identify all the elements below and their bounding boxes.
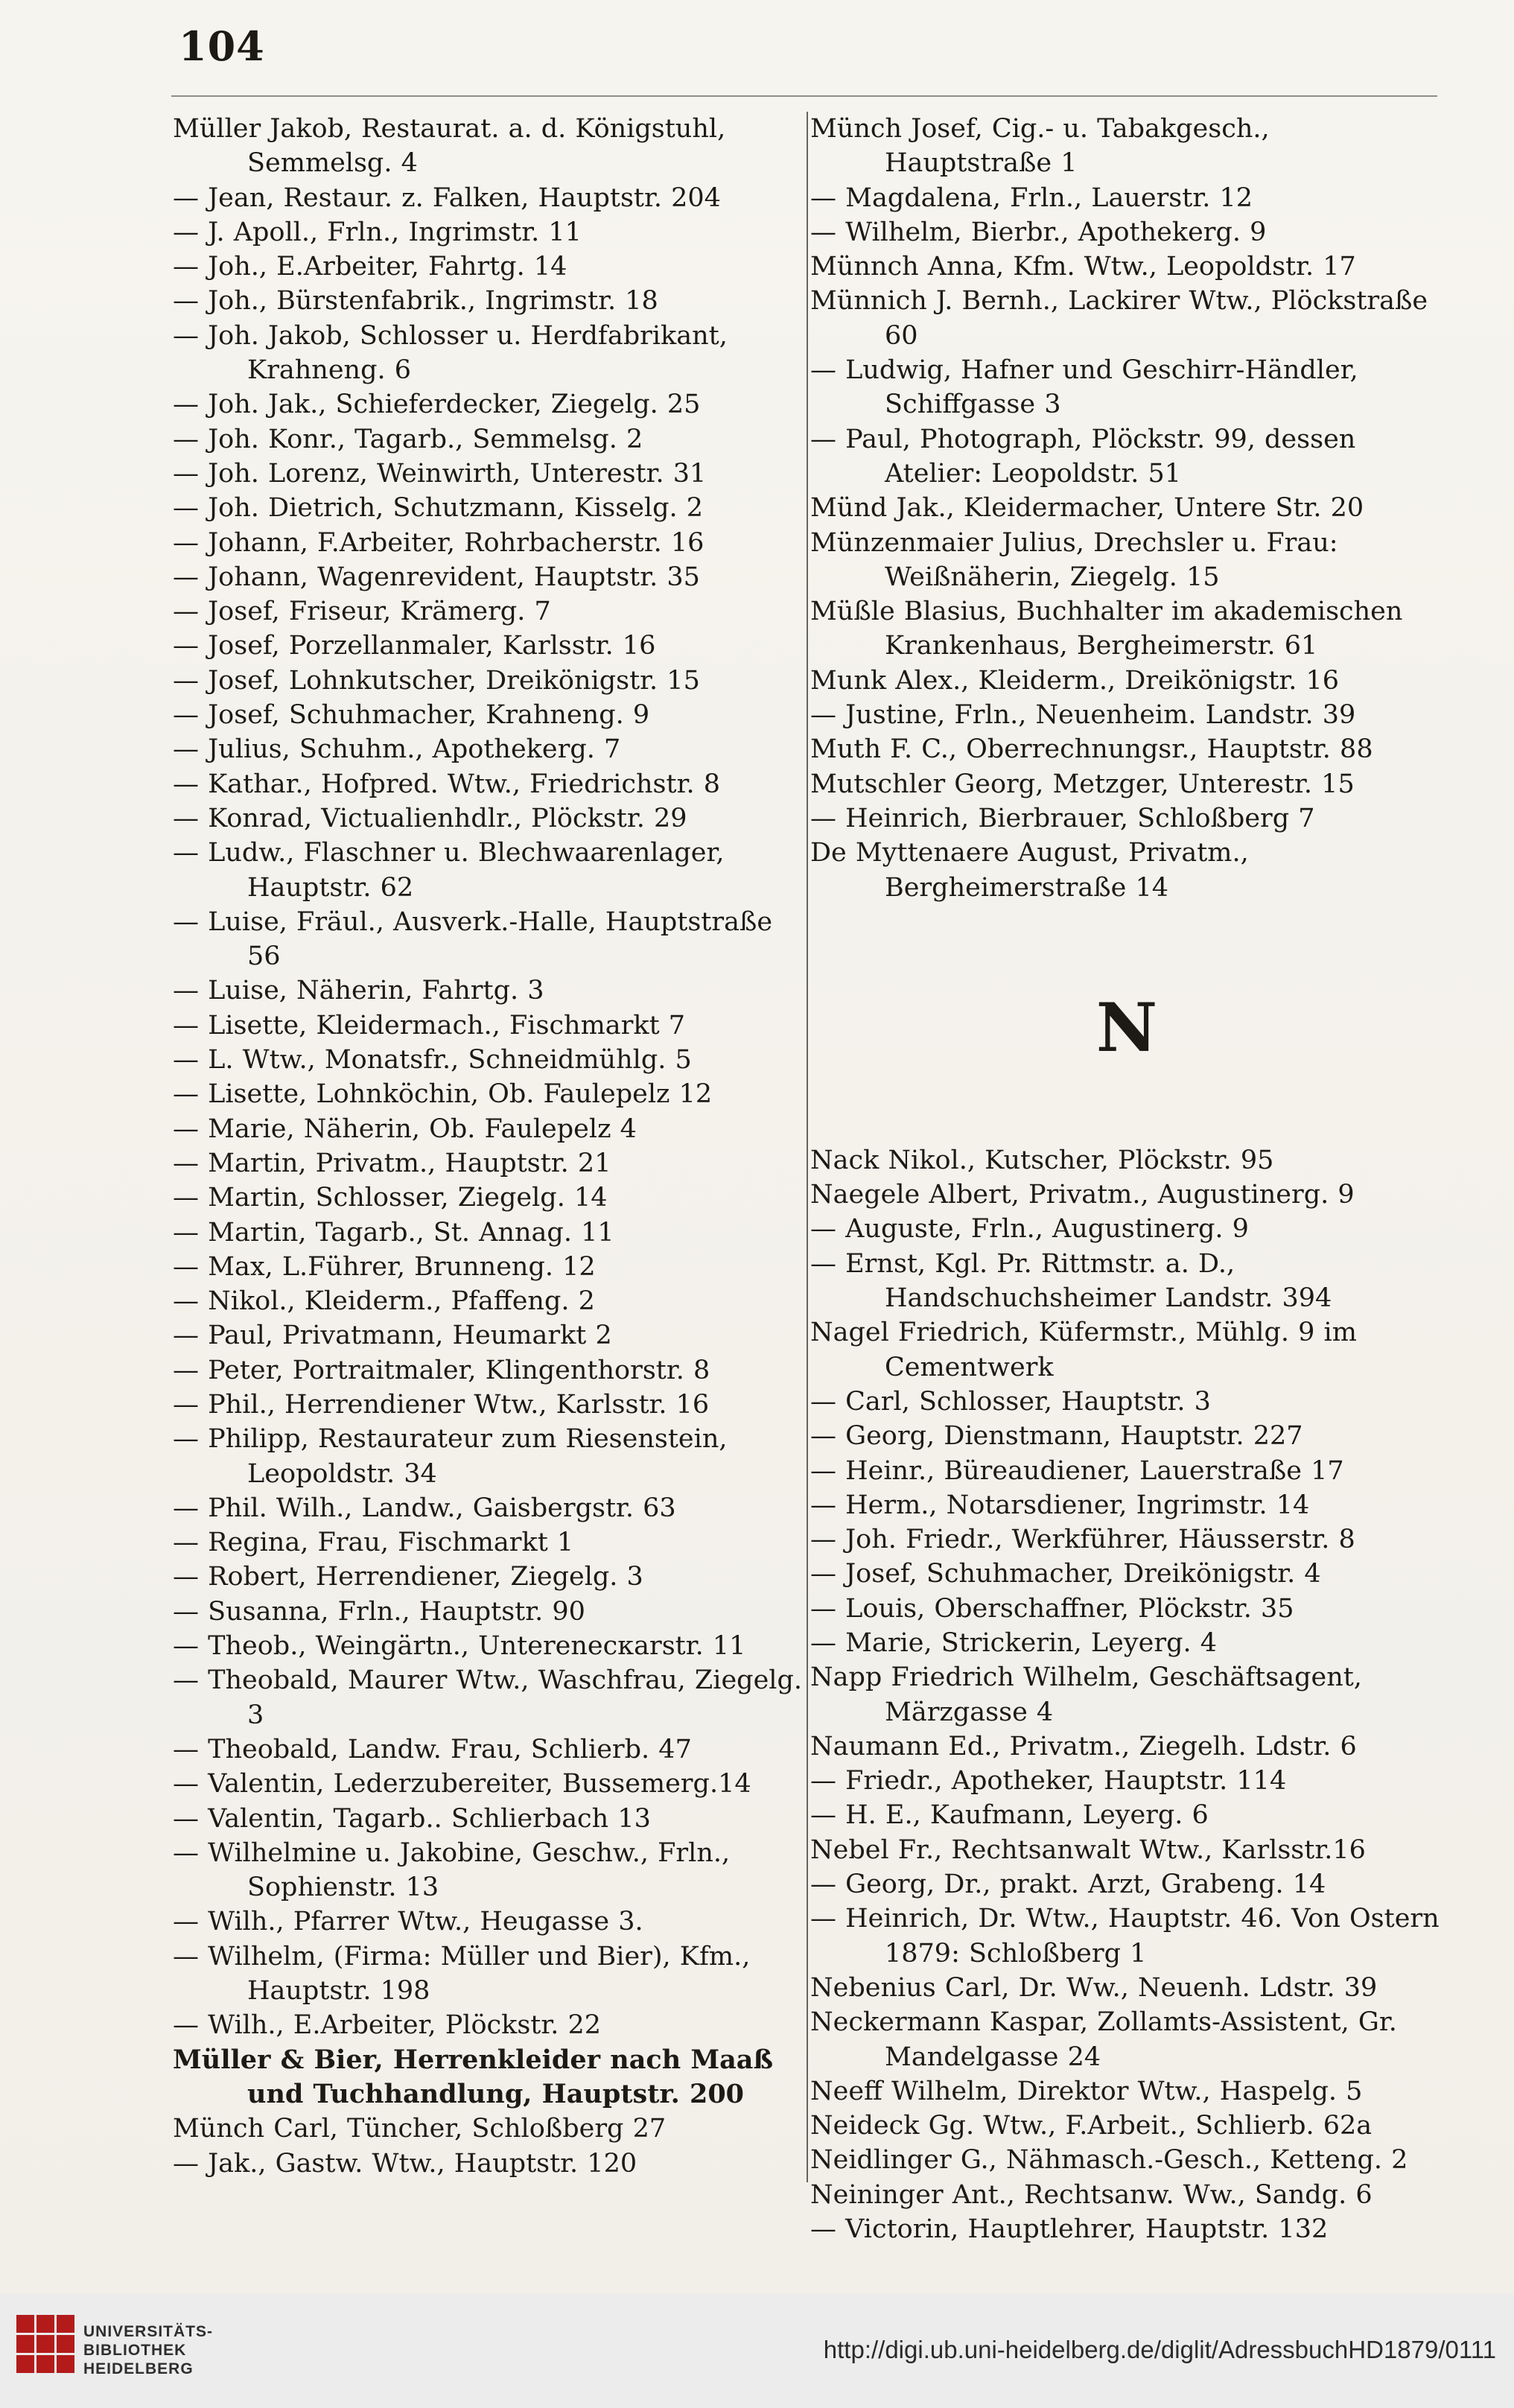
- directory-entry: — Friedr., Apotheker, Hauptstr. 114: [810, 1766, 1287, 1797]
- directory-entry: — Ludwig, Hafner und Geschirr-Händler, Schiffgasse 3: [810, 355, 1358, 420]
- directory-entry: — Georg, Dienstmann, Hauptstr. 227: [810, 1421, 1303, 1452]
- directory-entry: — Konrad, Victualienhdlr., Plöckstr. 29: [173, 803, 687, 833]
- directory-entry: — Nikol., Kleiderm., Pfaffeng. 2: [173, 1286, 595, 1317]
- directory-entry: — Martin, Tagarb., St. Annag. 11: [173, 1217, 614, 1248]
- directory-entry: — Robert, Herrendiener, Ziegelg. 3: [173, 1562, 643, 1592]
- directory-entry: — Lisette, Kleidermach., Fischmarkt 7: [173, 1010, 686, 1041]
- directory-entry: — Carl, Schlosser, Hauptstr. 3: [810, 1386, 1211, 1417]
- directory-entry: Neideck Gg. Wtw., F.Arbeit., Schlierb. 62a: [810, 2111, 1373, 2141]
- directory-entry: Neckermann Kaspar, Zollamts-Assistent, Gr. Mandelgasse 24: [810, 2007, 1397, 2072]
- directory-entry: Müßle Blasius, Buchhalter im akademischen Krankenhaus, Bergheimerstr. 61: [810, 597, 1403, 661]
- directory-entry: — Heinrich, Dr. Wtw., Hauptstr. 46. Von Ostern 1879: Schloßberg 1: [810, 1904, 1440, 1969]
- directory-entry: Neidlinger G., Nähmasch.-Gesch., Ketteng. 2: [810, 2145, 1408, 2176]
- directory-entry: Munk Alex., Kleiderm., Dreikönigstr. 16: [810, 665, 1340, 696]
- directory-entry: — Luise, Näherin, Fahrtg. 3: [173, 976, 544, 1006]
- directory-entry: — Martin, Schlosser, Ziegelg. 14: [173, 1183, 608, 1213]
- directory-entry: — Josef, Schuhmacher, Dreikönigstr. 4: [810, 1559, 1321, 1589]
- directory-entry: — Peter, Portraitmaler, Klingenthorstr. 8: [173, 1355, 710, 1385]
- directory-entry: — Johann, Wagenrevident, Hauptstr. 35: [173, 562, 700, 592]
- directory-entry: — Lisette, Lohnköchin, Ob. Faulepelz 12: [173, 1079, 713, 1110]
- library-name: [83, 2322, 213, 2378]
- section-letter-heading: N: [1095, 988, 1158, 1067]
- column-divider: [807, 112, 808, 2182]
- directory-entry: — Joh. Lorenz, Weinwirth, Unterestr. 31: [173, 458, 707, 489]
- directory-entry: — Josef, Lohnkutscher, Dreikönigstr. 15: [173, 665, 700, 696]
- right-column: [810, 112, 1443, 2245]
- directory-entry: — Wilhelm, Bierbr., Apothekerg. 9: [810, 217, 1267, 247]
- directory-entry: — Heinrich, Bierbrauer, Schloßberg 7: [810, 803, 1315, 833]
- directory-entry: Müller & Bier, Herrenkleider nach Maaß und Tuchhandlung, Hauptstr. 200: [173, 2044, 774, 2109]
- directory-entry: — Jak., Gastw. Wtw., Hauptstr. 120: [173, 2148, 637, 2179]
- source-url[interactable]: http://digi.ub.uni-heidelberg.de/diglit/AdressbuchHD1879/0111: [823, 2336, 1496, 2363]
- directory-entry: — Julius, Schuhm., Apothekerg. 7: [173, 734, 621, 765]
- directory-entry: Münch Carl, Tüncher, Schloßberg 27: [173, 2114, 667, 2144]
- directory-entry: — Wilh., Pfarrer Wtw., Heugasse 3.: [173, 1907, 643, 1937]
- directory-entry: — Susanna, Frln., Hauptstr. 90: [173, 1596, 585, 1627]
- directory-entry: Münch Josef, Cig.- u. Tabakgesch., Hauptstraße 1: [810, 114, 1270, 179]
- directory-entry: — J. Apoll., Frln., Ingrimstr. 11: [173, 217, 582, 247]
- page-number: 104: [179, 22, 265, 70]
- directory-entry: Naumann Ed., Privatm., Ziegelh. Ldstr. 6: [810, 1731, 1357, 1761]
- directory-entry: — Justine, Frln., Neuenheim. Landstr. 39: [810, 700, 1356, 731]
- directory-entry: Muth F. C., Oberrechnungsr., Hauptstr. 88: [810, 734, 1373, 765]
- directory-entry: — Jean, Restaur. z. Falken, Hauptstr. 204: [173, 182, 721, 213]
- directory-entry: — Ernst, Kgl. Pr. Rittmstr. a. D., Handschuchsheimer Landstr. 394: [810, 1248, 1332, 1314]
- directory-entry: — Joh., E.Arbeiter, Fahrtg. 14: [173, 252, 567, 282]
- directory-entry: Napp Friedrich Wilhelm, Geschäftsagent, Märzgasse 4: [810, 1662, 1362, 1727]
- directory-entry: — Theobald, Maurer Wtw., Waschfrau, Ziegelg. 3: [173, 1665, 802, 1730]
- directory-entry: — Wilh., E.Arbeiter, Plöckstr. 22: [173, 2010, 602, 2041]
- directory-entry: — Paul, Privatmann, Heumarkt 2: [173, 1321, 612, 1351]
- directory-entry: — Theobald, Landw. Frau, Schlierb. 47: [173, 1734, 692, 1764]
- directory-entry: — Phil. Wilh., Landw., Gaisbergstr. 63: [173, 1493, 676, 1523]
- directory-entry: — Ludw., Flaschner u. Blechwaarenlager, Hauptstr. 62: [173, 838, 725, 903]
- directory-entry: — Herm., Notarsdiener, Ingrimstr. 14: [810, 1490, 1310, 1520]
- directory-entry: Müller Jakob, Restaurat. a. d. Königstuhl, Semmelsg. 4: [173, 114, 726, 179]
- directory-entry: — Theob., Weingärtn., Unterenecкarstr. 11: [173, 1631, 746, 1662]
- right-column-bottom-entries: [810, 1143, 1443, 2247]
- directory-entry: Neeff Wilhelm, Direktor Wtw., Haspelg. 5: [810, 2076, 1363, 2106]
- directory-entry: Nebel Fr., Rechtsanwalt Wtw., Karlsstr.16: [810, 1834, 1366, 1865]
- directory-entry: — Kathar., Hofpred. Wtw., Friedrichstr. 8: [173, 769, 720, 799]
- directory-entry: — Josef, Porzellanmaler, Karlsstr. 16: [173, 631, 656, 661]
- directory-entry: — Martin, Privatm., Hauptstr. 21: [173, 1148, 611, 1178]
- directory-entry: — Magdalena, Frln., Lauerstr. 12: [810, 182, 1253, 213]
- directory-entry: — Heinr., Büreaudiener, Lauerstraße 17: [810, 1455, 1344, 1486]
- directory-entry: — Joh. Dietrich, Schutzmann, Kisselg. 2: [173, 493, 704, 524]
- footer-bar: [0, 2294, 1514, 2408]
- right-column-top-entries: [810, 112, 1443, 905]
- directory-entry: — Joh. Jak., Schieferdecker, Ziegelg. 25: [173, 390, 701, 420]
- directory-entry: — Paul, Photograph, Plöckstr. 99, dessen Atelier: Leopoldstr. 51: [810, 424, 1356, 489]
- directory-entry: — Phil., Herrendiener Wtw., Karlsstr. 16: [173, 1389, 710, 1420]
- directory-entry: — Regina, Frau, Fischmarkt 1: [173, 1528, 574, 1558]
- directory-entry: Nebenius Carl, Dr. Ww., Neuenh. Ldstr. 39: [810, 1972, 1378, 2003]
- university-library-logo-icon: [16, 2315, 74, 2386]
- directory-entry: — Joh. Konr., Tagarb., Semmelsg. 2: [173, 424, 643, 454]
- directory-entry: Mutschler Georg, Metzger, Unterestr. 15: [810, 769, 1355, 799]
- directory-entry: — Josef, Friseur, Krämerg. 7: [173, 597, 551, 627]
- directory-entry: — Joh. Friedr., Werkführer, Häusserstr. 8: [810, 1525, 1355, 1555]
- directory-entry: Naegele Albert, Privatm., Augustinerg. 9: [810, 1180, 1355, 1210]
- directory-entry: — L. Wtw., Monatsfr., Schneidmühlg. 5: [173, 1045, 692, 1076]
- top-rule: [171, 95, 1437, 97]
- directory-entry: — Georg, Dr., prakt. Arzt, Grabeng. 14: [810, 1869, 1326, 1900]
- directory-entry: — Joh. Jakob, Schlosser u. Herdfabrikant, Krahneng. 6: [173, 320, 728, 386]
- directory-entry: De Myttenaere August, Privatm., Bergheimerstraße 14: [810, 838, 1249, 903]
- directory-entry: Münzenmaier Julius, Drechsler u. Frau: Weißnäherin, Ziegelg. 15: [810, 527, 1338, 592]
- directory-entry: Münnich J. Bernh., Lackirer Wtw., Plöckstraße 60: [810, 286, 1428, 351]
- directory-entry: — Johann, F.Arbeiter, Rohrbacherstr. 16: [173, 527, 704, 558]
- directory-entry: — Luise, Fräul., Ausverk.-Halle, Hauptstraße 56: [173, 906, 773, 972]
- directory-entry: — Wilhelm, (Firma: Müller und Bier), Kfm., Hauptstr. 198: [173, 1941, 751, 2007]
- directory-entry: — Auguste, Frln., Augustinerg. 9: [810, 1214, 1249, 1245]
- directory-entry: Münnch Anna, Kfm. Wtw., Leopoldstr. 17: [810, 252, 1356, 282]
- directory-entry: Neininger Ant., Rechtsanw. Ww., Sandg. 6: [810, 2179, 1373, 2210]
- directory-entry: Nack Nikol., Kutscher, Plöckstr. 95: [810, 1145, 1274, 1175]
- directory-entry: — Louis, Oberschaffner, Plöckstr. 35: [810, 1593, 1294, 1624]
- directory-entry: — Max, L.Führer, Brunneng. 12: [173, 1251, 596, 1282]
- directory-entry: — Marie, Näherin, Ob. Faulepelz 4: [173, 1114, 637, 1144]
- library-name-line2: BIBLIOTHEK: [83, 2342, 187, 2359]
- directory-entry: — Joh., Bürstenfabrik., Ingrimstr. 18: [173, 286, 658, 317]
- left-column: [173, 112, 806, 2190]
- directory-entry: — Valentin, Tagarb.. Schlierbach 13: [173, 1803, 651, 1834]
- library-name-line3: HEIDELBERG: [83, 2360, 194, 2377]
- directory-entry: — Valentin, Lederzubereiter, Bussemerg.14: [173, 1769, 751, 1799]
- directory-entry: — Victorin, Hauptlehrer, Hauptstr. 132: [810, 2214, 1329, 2245]
- directory-entry: Münd Jak., Kleidermacher, Untere Str. 20: [810, 493, 1364, 524]
- directory-entry: — Philipp, Restaurateur zum Riesenstein, Leopoldstr. 34: [173, 1424, 728, 1489]
- directory-entry: — H. E., Kaufmann, Leyerg. 6: [810, 1800, 1209, 1831]
- directory-entry: — Wilhelmine u. Jakobine, Geschw., Frln., Sophienstr. 13: [173, 1837, 731, 1903]
- directory-entry: Nagel Friedrich, Küfermstr., Mühlg. 9 im Cementwerk: [810, 1318, 1357, 1382]
- library-name-line1: UNIVERSITÄTS-: [83, 2323, 214, 2340]
- directory-entry: — Marie, Strickerin, Leyerg. 4: [810, 1627, 1218, 1658]
- directory-entry: — Josef, Schuhmacher, Krahneng. 9: [173, 700, 650, 731]
